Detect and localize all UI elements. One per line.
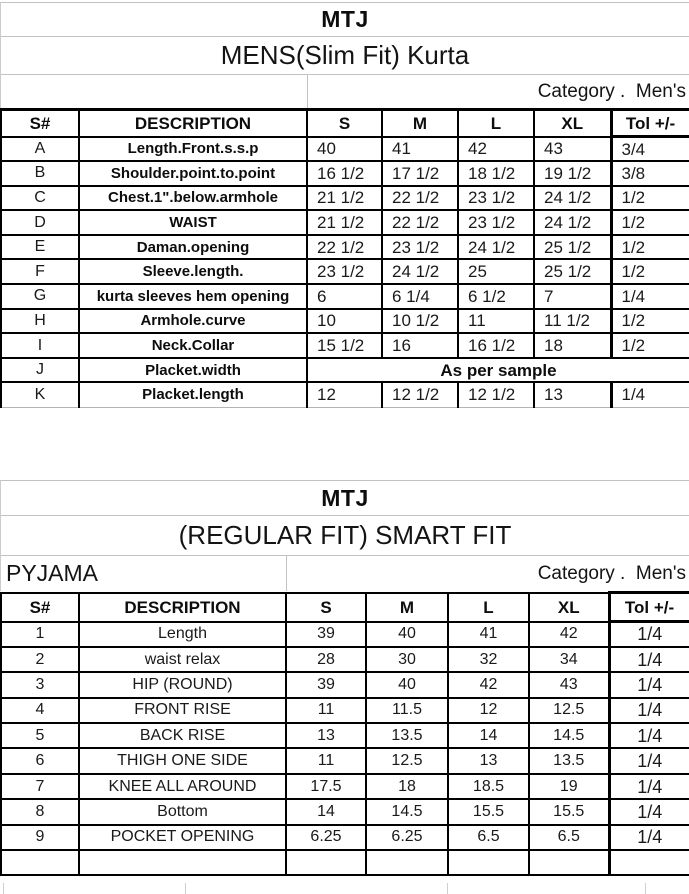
table-row [1,284,689,309]
category-cell [308,81,689,103]
size-m-value: 22 1/2 [382,210,458,235]
size-xl-value: 43 [529,672,609,697]
row-description: Length.Front.s.s.p [79,137,307,162]
merged-value: As per sample [307,358,689,383]
size-l-value: 23 1/2 [458,186,534,211]
size-l-value: 18.5 [448,774,529,799]
tolerance-value: 1/2 [611,259,689,284]
tolerance-value: 1/2 [611,186,689,211]
size-xl-value: 12.5 [529,698,609,723]
table-row [1,698,689,723]
size-m-value: 10 1/2 [382,309,458,334]
row-label: E [1,235,79,260]
pyjama-table-header [1,593,689,622]
size-m-value: 30 [366,647,448,672]
table-row [1,647,689,672]
size-l-value: 25 [458,259,534,284]
pyjama-table-body [1,622,689,876]
category-row-spacer [1,75,308,108]
size-m-value: 6 1/4 [382,284,458,309]
column-header: S [286,593,366,622]
size-xl-value: 34 [529,647,609,672]
size-s-value: 22 1/2 [307,235,382,260]
row-description: Length [79,622,286,647]
kurta-table-header [1,110,689,137]
table-row [1,137,689,162]
size-s-value: 28 [286,647,366,672]
row-label: F [1,259,79,284]
size-m-value: 17 1/2 [382,161,458,186]
size-xl-value: 24 1/2 [534,210,611,235]
size-l-value: 41 [448,622,529,647]
row-label: 8 [1,799,79,824]
table-row [1,799,689,824]
row-label: 5 [1,723,79,748]
pyjama-title-band [0,480,689,591]
tolerance-value: 1/4 [609,774,689,799]
row-description: Daman.opening [79,235,307,260]
size-s-value: 16 1/2 [307,161,382,186]
row-description: Sleeve.length. [79,259,307,284]
size-m-value: 40 [366,622,448,647]
garment-cell [1,556,287,591]
table-row [1,723,689,748]
size-xl-value: 14.5 [529,723,609,748]
table-row [1,333,689,358]
size-s-value: 11 [286,748,366,773]
size-s-value: 13 [286,723,366,748]
garment-label: PYJAMA [6,560,99,586]
size-m-value: 13.5 [366,723,448,748]
kurta-table-body [1,137,689,408]
size-l-value: 15.5 [448,799,529,824]
header-row [1,593,689,622]
row-description: Bottom [79,799,286,824]
size-s-value: 10 [307,309,382,334]
tolerance-value: 1/4 [609,698,689,723]
row-description: KNEE ALL AROUND [79,774,286,799]
size-l-value [448,850,529,875]
row-description: WAIST [79,210,307,235]
row-description: HIP (ROUND) [79,672,286,697]
column-header: S# [1,593,79,622]
size-xl-value: 25 1/2 [534,235,611,260]
size-l-value: 16 1/2 [458,333,534,358]
row-label: J [1,358,79,383]
category-row [1,556,689,591]
tolerance-value: 1/4 [609,748,689,773]
size-l-value: 6 1/2 [458,284,534,309]
tolerance-value: 1/4 [611,284,689,309]
sheet-gridlines [0,883,689,894]
column-header: M [382,110,458,137]
tolerance-value: 1/2 [611,309,689,334]
size-m-value: 6.25 [366,825,448,850]
size-m-value: 18 [366,774,448,799]
table-subtitle: (REGULAR FIT) SMART FIT [178,520,512,550]
size-xl-value: 13 [534,382,611,407]
column-header: L [448,593,529,622]
row-description: THIGH ONE SIDE [79,748,286,773]
size-l-value: 12 1/2 [458,382,534,407]
row-label: G [1,284,79,309]
kurta-title-band [0,2,689,108]
size-xl-value: 7 [534,284,611,309]
table-row [1,259,689,284]
row-description: POCKET OPENING [79,825,286,850]
table-row [1,825,689,850]
row-description: FRONT RISE [79,698,286,723]
column-header: Tol +/- [609,593,689,622]
size-m-value: 11.5 [366,698,448,723]
kurta-measurements-table [0,108,689,408]
table-row [1,748,689,773]
row-label: I [1,333,79,358]
category-label: Category . Men's [537,80,686,102]
category-label: Category . Men's [537,562,686,584]
size-m-value: 41 [382,137,458,162]
row-label: 9 [1,825,79,850]
size-l-value: 32 [448,647,529,672]
row-description: Placket.width [79,358,307,383]
category-cell [287,563,689,585]
size-xl-value: 42 [529,622,609,647]
tolerance-value [609,850,689,875]
size-xl-value: 43 [534,137,611,162]
row-label: B [1,161,79,186]
size-l-value: 14 [448,723,529,748]
size-s-value: 23 1/2 [307,259,382,284]
table-row [1,358,689,383]
size-s-value: 15 1/2 [307,333,382,358]
row-description: kurta sleeves hem opening [79,284,307,309]
row-description: Placket.length [79,382,307,407]
row-label: 6 [1,748,79,773]
size-s-value: 39 [286,672,366,697]
column-header: DESCRIPTION [79,110,307,137]
table-subtitle: MENS(Slim Fit) Kurta [220,40,470,70]
row-description: waist relax [79,647,286,672]
size-l-value: 13 [448,748,529,773]
tolerance-value: 1/4 [609,825,689,850]
row-label: 3 [1,672,79,697]
tolerance-value: 1/2 [611,235,689,260]
table-title: MTJ [321,6,369,32]
size-s-value: 12 [307,382,382,407]
column-header: S# [1,110,79,137]
size-xl-value: 24 1/2 [534,186,611,211]
table-row [1,850,689,875]
size-l-value: 23 1/2 [458,210,534,235]
table-row [1,235,689,260]
tolerance-value: 1/4 [611,382,689,407]
row-description: Chest.1".below.armhole [79,186,307,211]
table-row [1,622,689,647]
size-xl-value: 18 [534,333,611,358]
table-row [1,382,689,407]
row-description [79,850,286,875]
size-l-value: 24 1/2 [458,235,534,260]
size-l-value: 18 1/2 [458,161,534,186]
column-header: S [307,110,382,137]
row-label: 4 [1,698,79,723]
size-s-value: 17.5 [286,774,366,799]
column-header: M [366,593,448,622]
row-label [1,850,79,875]
size-m-value: 16 [382,333,458,358]
tolerance-value: 1/4 [609,723,689,748]
size-s-value: 40 [307,137,382,162]
table-row [1,161,689,186]
table-title: MTJ [321,484,369,511]
size-s-value: 21 1/2 [307,210,382,235]
size-xl-value: 15.5 [529,799,609,824]
table-row [1,309,689,334]
column-header: XL [529,593,609,622]
pyjama-table-section [0,480,689,876]
pyjama-measurements-table [0,591,689,876]
size-s-value: 39 [286,622,366,647]
row-label: 1 [1,622,79,647]
tolerance-value: 3/4 [611,137,689,162]
row-description: BACK RISE [79,723,286,748]
size-xl-value: 11 1/2 [534,309,611,334]
size-s-value [286,850,366,875]
size-l-value: 42 [458,137,534,162]
column-header: Tol +/- [611,110,689,137]
table-row [1,210,689,235]
table-row [1,672,689,697]
header-row [1,110,689,137]
tolerance-value: 1/4 [609,799,689,824]
size-l-value: 11 [458,309,534,334]
row-label: C [1,186,79,211]
row-label: 2 [1,647,79,672]
size-m-value [366,850,448,875]
size-s-value: 14 [286,799,366,824]
size-l-value: 42 [448,672,529,697]
size-s-value: 21 1/2 [307,186,382,211]
table-row [1,774,689,799]
tolerance-value: 1/4 [609,672,689,697]
title-row [1,481,689,516]
column-header: DESCRIPTION [79,593,286,622]
row-label: D [1,210,79,235]
size-m-value: 24 1/2 [382,259,458,284]
size-s-value: 6.25 [286,825,366,850]
size-m-value: 14.5 [366,799,448,824]
size-s-value: 11 [286,698,366,723]
category-row [1,75,689,108]
row-label: 7 [1,774,79,799]
title-row [1,3,689,37]
size-xl-value: 6.5 [529,825,609,850]
tolerance-value: 1/4 [609,647,689,672]
row-description: Armhole.curve [79,309,307,334]
column-header: L [458,110,534,137]
size-m-value: 23 1/2 [382,235,458,260]
tolerance-value: 1/4 [609,622,689,647]
size-m-value: 12.5 [366,748,448,773]
tolerance-value: 3/8 [611,161,689,186]
row-description: Shoulder.point.to.point [79,161,307,186]
size-xl-value: 19 [529,774,609,799]
size-l-value: 12 [448,698,529,723]
table-row [1,186,689,211]
size-xl-value [529,850,609,875]
subtitle-row [1,516,689,556]
size-xl-value: 13.5 [529,748,609,773]
tolerance-value: 1/2 [611,210,689,235]
size-l-value: 6.5 [448,825,529,850]
size-xl-value: 25 1/2 [534,259,611,284]
kurta-table-section [0,2,689,408]
tolerance-value: 1/2 [611,333,689,358]
row-description: Neck.Collar [79,333,307,358]
subtitle-row [1,37,689,75]
size-m-value: 40 [366,672,448,697]
row-label: K [1,382,79,407]
size-m-value: 22 1/2 [382,186,458,211]
row-label: H [1,309,79,334]
size-xl-value: 19 1/2 [534,161,611,186]
column-header: XL [534,110,611,137]
size-s-value: 6 [307,284,382,309]
size-m-value: 12 1/2 [382,382,458,407]
row-label: A [1,137,79,162]
